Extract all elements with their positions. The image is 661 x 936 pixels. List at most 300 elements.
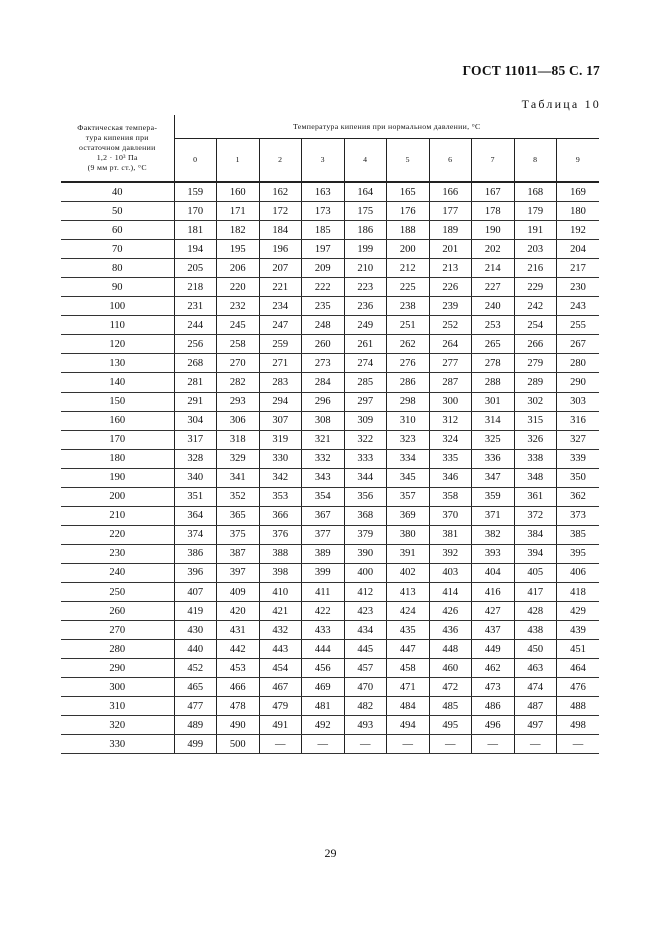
table-cell: 402: [387, 563, 430, 582]
table-cell: 159: [174, 182, 217, 202]
row-header-cell: 190: [61, 468, 174, 487]
table-cell: 330: [259, 449, 302, 468]
table-cell: 422: [302, 602, 345, 621]
table-cell: 489: [174, 716, 217, 735]
table-cell: 256: [174, 335, 217, 354]
table-cell: 433: [302, 621, 345, 640]
table-cell: 340: [174, 468, 217, 487]
table-cell: 203: [514, 240, 557, 259]
table-cell: 373: [557, 506, 600, 525]
table-cell: 296: [302, 392, 345, 411]
table-cell: 370: [429, 506, 472, 525]
table-cell: 248: [302, 316, 345, 335]
table-cell: 238: [387, 297, 430, 316]
table-cell: 412: [344, 582, 387, 601]
row-header-cell: 70: [61, 240, 174, 259]
table-cell: 301: [472, 392, 515, 411]
table-cell: 484: [387, 697, 430, 716]
table-cell: 392: [429, 544, 472, 563]
table-cell: 321: [302, 430, 345, 449]
table-cell: 458: [387, 659, 430, 678]
group-header: Температура кипения при нормальном давлении, °С: [174, 115, 599, 139]
table-cell: 431: [217, 621, 260, 640]
table-cell: 205: [174, 259, 217, 278]
table-cell: 451: [557, 640, 600, 659]
table-row: [61, 621, 599, 640]
table-cell: 167: [472, 182, 515, 202]
table-cell: 438: [514, 621, 557, 640]
table-cell: 194: [174, 240, 217, 259]
table-cell: 287: [429, 373, 472, 392]
table-row: [61, 525, 599, 544]
corner-header-line: 1,2 · 10³ Па: [96, 153, 138, 162]
table-cell: 244: [174, 316, 217, 335]
table-cell: 293: [217, 392, 260, 411]
table-cell: 221: [259, 278, 302, 297]
table-cell: 260: [302, 335, 345, 354]
table-cell: 499: [174, 735, 217, 754]
column-header-digit: 9: [575, 155, 581, 164]
table-cell: 359: [472, 487, 515, 506]
table-cell: 368: [344, 506, 387, 525]
table-cell: 335: [429, 449, 472, 468]
table-cell: 308: [302, 411, 345, 430]
table-cell: 366: [259, 506, 302, 525]
table-cell: 496: [472, 716, 515, 735]
table-cell: 465: [174, 678, 217, 697]
table-cell: 456: [302, 659, 345, 678]
table-cell: 230: [557, 278, 600, 297]
table-cell: 166: [429, 182, 472, 202]
table-row: [61, 697, 599, 716]
table-cell: 195: [217, 240, 260, 259]
table-cell: 281: [174, 373, 217, 392]
table-cell: 420: [217, 602, 260, 621]
table-row: [61, 316, 599, 335]
table-cell: —: [472, 735, 515, 754]
table-cell: —: [429, 735, 472, 754]
table-cell: 435: [387, 621, 430, 640]
column-header-digit: 2: [259, 139, 302, 183]
table-cell: 279: [514, 354, 557, 373]
table-cell: 409: [217, 582, 260, 601]
table-cell: 462: [472, 659, 515, 678]
table-body: [61, 182, 599, 754]
table-cell: 306: [217, 411, 260, 430]
table-row: [61, 506, 599, 525]
row-header-cell: 90: [61, 278, 174, 297]
table-cell: 261: [344, 335, 387, 354]
table-cell: 304: [174, 411, 217, 430]
table-cell: 210: [344, 259, 387, 278]
table-cell: 329: [217, 449, 260, 468]
table-cell: 411: [302, 582, 345, 601]
table-cell: 288: [472, 373, 515, 392]
table-cell: 327: [557, 430, 600, 449]
table-cell: 214: [472, 259, 515, 278]
table-cell: 400: [344, 563, 387, 582]
row-header-cell: 330: [61, 735, 174, 754]
table-cell: 201: [429, 240, 472, 259]
table-cell: 361: [514, 487, 557, 506]
table-cell: 416: [472, 582, 515, 601]
table-cell: 463: [514, 659, 557, 678]
row-header-cell: 290: [61, 659, 174, 678]
row-header-cell: 310: [61, 697, 174, 716]
table-cell: 325: [472, 430, 515, 449]
table-cell: 235: [302, 297, 345, 316]
table-cell: 206: [217, 259, 260, 278]
table-cell: 442: [217, 640, 260, 659]
table-cell: 358: [429, 487, 472, 506]
table-cell: 245: [217, 316, 260, 335]
table-cell: 273: [302, 354, 345, 373]
table-cell: 282: [217, 373, 260, 392]
table-cell: 418: [557, 582, 600, 601]
table-cell: 222: [302, 278, 345, 297]
table-cell: 164: [344, 182, 387, 202]
table-cell: 407: [174, 582, 217, 601]
table-cell: 339: [557, 449, 600, 468]
table-cell: 471: [387, 678, 430, 697]
table-cell: 294: [259, 392, 302, 411]
table-cell: 213: [429, 259, 472, 278]
table-cell: 192: [557, 221, 600, 240]
table-row: [61, 430, 599, 449]
table-row: [61, 354, 599, 373]
table-row: [61, 449, 599, 468]
table-cell: 218: [174, 278, 217, 297]
table-cell: 389: [302, 544, 345, 563]
table-cell: 410: [259, 582, 302, 601]
page-number: 29: [324, 846, 337, 860]
table-cell: 326: [514, 430, 557, 449]
table-cell: 303: [557, 392, 600, 411]
table-cell: 171: [217, 202, 260, 221]
table-cell: 454: [259, 659, 302, 678]
table-cell: —: [302, 735, 345, 754]
table-cell: 494: [387, 716, 430, 735]
table-cell: 427: [472, 602, 515, 621]
table-cell: 397: [217, 563, 260, 582]
table-cell: 399: [302, 563, 345, 582]
row-header-cell: 260: [61, 602, 174, 621]
table-row: [61, 563, 599, 582]
table-cell: 469: [302, 678, 345, 697]
table-cell: 486: [472, 697, 515, 716]
table-cell: 286: [387, 373, 430, 392]
table-row: [61, 468, 599, 487]
column-header-digit: 7: [472, 139, 515, 183]
table-cell: 307: [259, 411, 302, 430]
table-cell: 398: [259, 563, 302, 582]
table-cell: 377: [302, 525, 345, 544]
table-cell: 207: [259, 259, 302, 278]
table-cell: 270: [217, 354, 260, 373]
row-header-cell: 130: [61, 354, 174, 373]
table-cell: 196: [259, 240, 302, 259]
table-row: [61, 202, 599, 221]
table-cell: 284: [302, 373, 345, 392]
table-cell: 413: [387, 582, 430, 601]
table-cell: 421: [259, 602, 302, 621]
table-cell: 162: [259, 182, 302, 202]
table-cell: —: [259, 735, 302, 754]
table-row: [61, 582, 599, 601]
table-cell: 309: [344, 411, 387, 430]
row-header-cell: 270: [61, 621, 174, 640]
row-header-cell: 40: [61, 182, 174, 202]
row-header-cell: 320: [61, 716, 174, 735]
table-caption: Таблица 10: [521, 97, 601, 111]
table-cell: 310: [387, 411, 430, 430]
table-cell: 497: [514, 716, 557, 735]
table-cell: 253: [472, 316, 515, 335]
table-cell: 165: [387, 182, 430, 202]
table-cell: 440: [174, 640, 217, 659]
table-cell: 430: [174, 621, 217, 640]
table-cell: 343: [302, 468, 345, 487]
table-row: [61, 659, 599, 678]
table-row: [61, 678, 599, 697]
table-cell: 251: [387, 316, 430, 335]
table-cell: 375: [217, 525, 260, 544]
row-header-cell: 100: [61, 297, 174, 316]
table-cell: 258: [217, 335, 260, 354]
table-cell: 160: [217, 182, 260, 202]
table-cell: 259: [259, 335, 302, 354]
table-cell: 197: [302, 240, 345, 259]
table-cell: 322: [344, 430, 387, 449]
table-cell: 482: [344, 697, 387, 716]
table-cell: 437: [472, 621, 515, 640]
table-cell: 367: [302, 506, 345, 525]
row-header-cell: 240: [61, 563, 174, 582]
table-cell: 254: [514, 316, 557, 335]
table-cell: 204: [557, 240, 600, 259]
table-cell: 265: [472, 335, 515, 354]
column-header-digit: 1: [217, 139, 260, 183]
table-cell: 452: [174, 659, 217, 678]
table-row: [61, 240, 599, 259]
table-cell: 240: [472, 297, 515, 316]
table-row: [61, 602, 599, 621]
row-header-cell: 50: [61, 202, 174, 221]
table-cell: 317: [174, 430, 217, 449]
table-cell: 291: [174, 392, 217, 411]
table-cell: 353: [259, 487, 302, 506]
table-cell: 417: [514, 582, 557, 601]
table-cell: 216: [514, 259, 557, 278]
table-cell: 473: [472, 678, 515, 697]
table-cell: 372: [514, 506, 557, 525]
table-cell: 170: [174, 202, 217, 221]
table-cell: 255: [557, 316, 600, 335]
table-cell: 445: [344, 640, 387, 659]
table-cell: 191: [514, 221, 557, 240]
table-cell: 374: [174, 525, 217, 544]
table-cell: 371: [472, 506, 515, 525]
table-cell: 212: [387, 259, 430, 278]
table-cell: 217: [557, 259, 600, 278]
table-cell: 406: [557, 563, 600, 582]
table-cell: 498: [557, 716, 600, 735]
table-cell: 448: [429, 640, 472, 659]
table-cell: 247: [259, 316, 302, 335]
table-cell: 180: [557, 202, 600, 221]
table-cell: 175: [344, 202, 387, 221]
table-cell: 495: [429, 716, 472, 735]
column-header-digit: 0: [174, 139, 217, 183]
table-cell: 394: [514, 544, 557, 563]
table-cell: 267: [557, 335, 600, 354]
table-row: [61, 373, 599, 392]
corner-header: [61, 115, 174, 182]
table-cell: 268: [174, 354, 217, 373]
table-cell: 384: [514, 525, 557, 544]
table-cell: 472: [429, 678, 472, 697]
table-cell: 467: [259, 678, 302, 697]
table-cell: 314: [472, 411, 515, 430]
table-cell: —: [557, 735, 600, 754]
table-cell: 318: [217, 430, 260, 449]
table-cell: 362: [557, 487, 600, 506]
table-cell: 379: [344, 525, 387, 544]
row-header-cell: 120: [61, 335, 174, 354]
table-cell: 186: [344, 221, 387, 240]
table-cell: 405: [514, 563, 557, 582]
table-cell: 350: [557, 468, 600, 487]
table-row: [61, 716, 599, 735]
table-cell: 297: [344, 392, 387, 411]
table-row: [61, 182, 599, 202]
row-header-cell: 80: [61, 259, 174, 278]
table-cell: 169: [557, 182, 600, 202]
table-row: [61, 487, 599, 506]
table-cell: 232: [217, 297, 260, 316]
row-header-cell: 150: [61, 392, 174, 411]
table-cell: 460: [429, 659, 472, 678]
table-cell: 450: [514, 640, 557, 659]
table-cell: 278: [472, 354, 515, 373]
table-cell: 357: [387, 487, 430, 506]
table-cell: 391: [387, 544, 430, 563]
row-header-cell: 220: [61, 525, 174, 544]
column-header-digit: 6: [429, 139, 472, 183]
table-cell: 290: [557, 373, 600, 392]
boiling-temperature-table: [61, 115, 599, 754]
row-header-cell: 110: [61, 316, 174, 335]
table-cell: 474: [514, 678, 557, 697]
table-cell: 382: [472, 525, 515, 544]
table-cell: 323: [387, 430, 430, 449]
row-header-cell: 250: [61, 582, 174, 601]
table-cell: 274: [344, 354, 387, 373]
table-cell: 181: [174, 221, 217, 240]
table-cell: 426: [429, 602, 472, 621]
table-cell: 239: [429, 297, 472, 316]
table-cell: 190: [472, 221, 515, 240]
column-header-digit: 5: [387, 139, 430, 183]
table-cell: 179: [514, 202, 557, 221]
table-cell: 381: [429, 525, 472, 544]
table-cell: 341: [217, 468, 260, 487]
table-cell: 283: [259, 373, 302, 392]
table-cell: 332: [302, 449, 345, 468]
table-cell: 336: [472, 449, 515, 468]
table-cell: —: [344, 735, 387, 754]
table-cell: 285: [344, 373, 387, 392]
table-cell: 243: [557, 297, 600, 316]
table-cell: 220: [217, 278, 260, 297]
table-cell: 476: [557, 678, 600, 697]
table-cell: 177: [429, 202, 472, 221]
table-cell: 312: [429, 411, 472, 430]
table-cell: 490: [217, 716, 260, 735]
table-cell: 225: [387, 278, 430, 297]
table-cell: 364: [174, 506, 217, 525]
table-cell: 209: [302, 259, 345, 278]
table-cell: 429: [557, 602, 600, 621]
table-cell: 231: [174, 297, 217, 316]
table-cell: —: [387, 735, 430, 754]
table-cell: 271: [259, 354, 302, 373]
table-row: [61, 392, 599, 411]
table-row: [61, 278, 599, 297]
table-cell: 493: [344, 716, 387, 735]
table-row: [61, 297, 599, 316]
table-cell: 466: [217, 678, 260, 697]
table-cell: 199: [344, 240, 387, 259]
table-cell: 500: [217, 735, 260, 754]
table-cell: 424: [387, 602, 430, 621]
table-cell: 439: [557, 621, 600, 640]
table-cell: 173: [302, 202, 345, 221]
table-cell: 477: [174, 697, 217, 716]
table-cell: 300: [429, 392, 472, 411]
table-cell: 226: [429, 278, 472, 297]
table-cell: 404: [472, 563, 515, 582]
table-cell: 185: [302, 221, 345, 240]
table-cell: 387: [217, 544, 260, 563]
table-row: [61, 735, 599, 754]
table-cell: 414: [429, 582, 472, 601]
table-cell: 276: [387, 354, 430, 373]
table-cell: 396: [174, 563, 217, 582]
table-cell: 347: [472, 468, 515, 487]
table-cell: 447: [387, 640, 430, 659]
table-cell: 432: [259, 621, 302, 640]
row-header-cell: 280: [61, 640, 174, 659]
table-cell: 266: [514, 335, 557, 354]
table-cell: 277: [429, 354, 472, 373]
table-cell: 457: [344, 659, 387, 678]
row-header-cell: 300: [61, 678, 174, 697]
table-cell: 354: [302, 487, 345, 506]
table-cell: 333: [344, 449, 387, 468]
table-cell: 252: [429, 316, 472, 335]
table-cell: 423: [344, 602, 387, 621]
document-reference-header: ГОСТ 11011—85 С. 17: [462, 63, 600, 78]
table-cell: 345: [387, 468, 430, 487]
column-header-digit: 8: [514, 139, 557, 183]
table-cell: 348: [514, 468, 557, 487]
table-cell: 200: [387, 240, 430, 259]
table-cell: 346: [429, 468, 472, 487]
table-cell: 188: [387, 221, 430, 240]
table-cell: 242: [514, 297, 557, 316]
table-cell: 351: [174, 487, 217, 506]
